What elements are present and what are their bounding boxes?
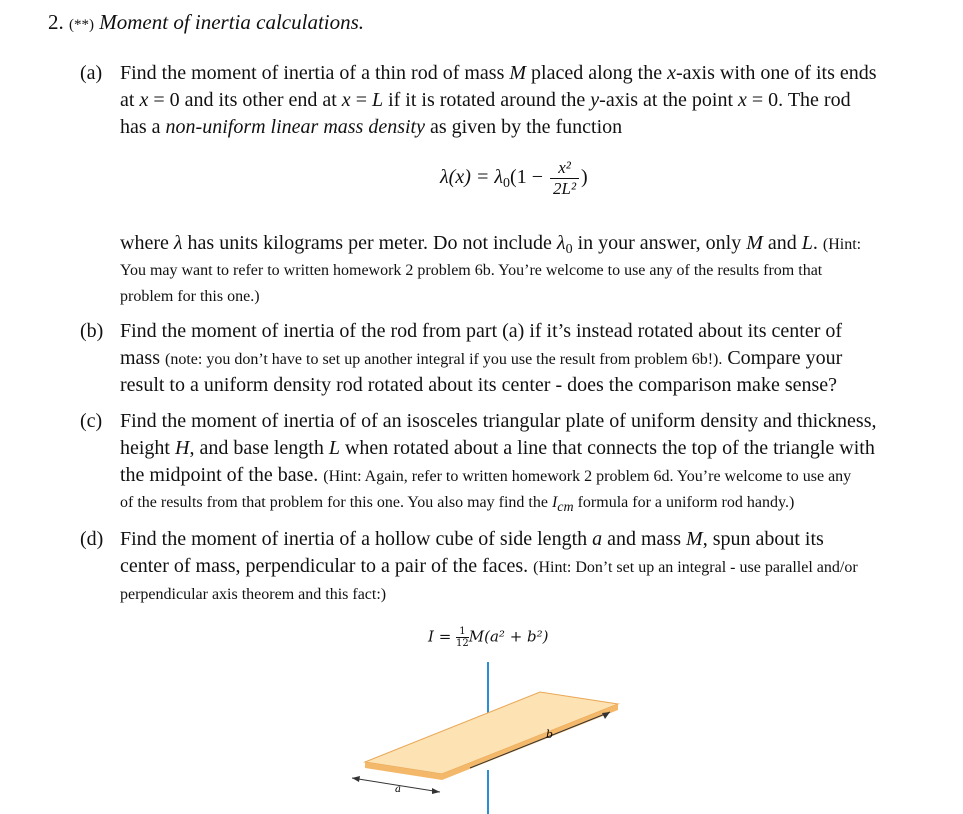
part-a-line-6: problem for this one.) — [120, 288, 260, 305]
density-equation: $\lambda(x) = \lambda_0(1$ − $\frac{\text{x²}}{\text{2L²}}$ ) — [440, 158, 588, 198]
part-d-line-3: perpendicular axis theorem and this fact:) — [120, 586, 387, 603]
part-a-line-2: at x = 0 and its other end at x = L if it is rotated around the y-axis at the point x = 0. The rod — [120, 89, 851, 111]
density-fraction: $\frac{\text{x²}}{\text{2L²}}$ — [550, 158, 579, 199]
part-c-line-4: of the results from that problem for this one. You also may find the Icm formula for a uniform rod handy.) — [120, 494, 795, 515]
part-a-label: (a) — [80, 62, 103, 84]
part-b-label: (b) — [80, 320, 104, 342]
plate-diagram — [340, 620, 640, 814]
part-b — [80, 318, 956, 398]
part-c-line-2: height H, and base length L when rotated about a line that connects the top of the triangle with — [120, 437, 875, 459]
part-d-label: (d) — [80, 528, 104, 550]
part-b-line-3: result to a uniform density rod rotated about its center - does the comparison make sense? — [120, 374, 838, 396]
part-b-line-1: Find the moment of inertia of the rod from part (a) if it’s instead rotated about its center of — [120, 320, 843, 342]
part-a-line-5: You may want to refer to written homework 2 problem 6b. You’re welcome to use any of the results from that — [120, 262, 823, 279]
part-a-line-3: has a non-uniform linear mass density as given by the function — [120, 116, 623, 138]
label-b: b — [546, 728, 554, 741]
part-d — [80, 526, 956, 606]
problem-title: Moment of inertia calculations. — [99, 10, 365, 34]
problem-heading — [48, 8, 364, 39]
part-c-line-1: Find the moment of inertia of of an isosceles triangular plate of uniform density and thickness, — [120, 410, 877, 432]
plate-top-face — [365, 692, 618, 774]
part-a-line-4: where λ has units kilograms per meter. Do not include $\lambda_0$ in your answer, only M and L. (Hint: — [120, 232, 862, 257]
part-c-line-3: the midpoint of the base. (Hint: Again, refer to written homework 2 problem 6d. You’re welcome to use any — [120, 464, 852, 486]
dimension-a-arrow-left — [352, 776, 360, 782]
part-c-label: (c) — [80, 410, 103, 432]
difficulty-stars: (**) — [69, 17, 94, 33]
part-d-line-2: center of mass, perpendicular to a pair of the faces. (Hint: Don’t set up an integral - use parallel and/or — [120, 555, 858, 577]
part-c — [80, 408, 956, 518]
part-d-line-1: Find the moment of inertia of a hollow cube of side length a and mass M, spun about its — [120, 528, 824, 550]
dimension-a-arrow-right — [432, 788, 440, 794]
problem-number: 2. — [48, 10, 64, 34]
label-a: a — [395, 784, 401, 795]
part-b-line-2: mass (note: you don’t have to set up another integral if you use the result from problem 6b!). Compare your — [120, 347, 843, 369]
part-a-line-1: Find the moment of inertia of a thin rod of mass M placed along the x-axis with one of its ends — [120, 62, 877, 84]
plate-formula: $I = \frac{1}{12}$ M(a² + b²) — [428, 626, 549, 649]
